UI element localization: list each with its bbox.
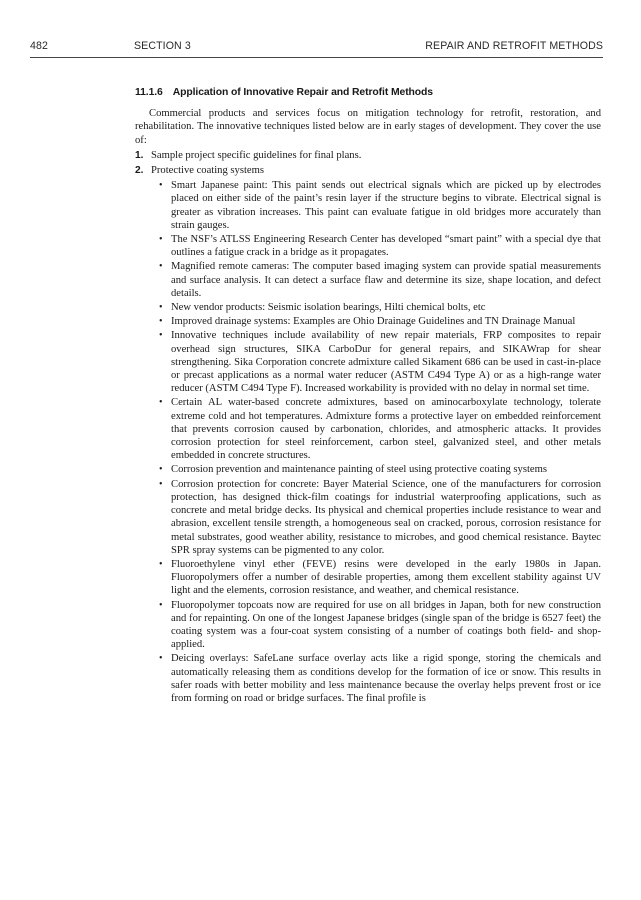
bullet-text: Certain AL water-based concrete admixtures, based on aminocarboxylate technology, tolerate extreme cold and hot temperatures. Admixture forms a protective layer on embedded reinforcement that prevents corrosion caused by carbonation, chlorides, and atmospheric attacks. It provides corrosion protection for steel reinforcement, carbon steel, galvanized steel, and other metals embedded in concrete structures. — [171, 397, 601, 462]
numbered-item — [135, 149, 601, 162]
numbered-item — [135, 164, 601, 705]
bullet-item — [151, 179, 601, 232]
bullet-item — [151, 233, 601, 259]
bullet-item — [151, 329, 601, 395]
section-heading — [135, 86, 601, 99]
bullet-item — [151, 260, 601, 300]
bullet-dot: • — [159, 302, 163, 314]
bullet-text: Innovative techniques include availability of new repair materials, FRP composites to repair overhead sign structures, SIKA CarboDur for general repairs, and SIKAWrap for shear strengthening. Sika Corporation concrete admixture called Sikament 686 can be used in cast-in-place or precast applications as a normal water reducer (ASTM C494 Type A) or as a high-range water reducer (ASTM C494 Type F). Increased workability is provided with no delay in normal set time. — [171, 330, 601, 395]
bullet-text: Smart Japanese paint: This paint sends out electrical signals which are picked up by electrodes placed on either side of the paint’s resin layer if the structure begins to vibrate. Electrical signal is greater as vibration increases. This paint can evaluate fatigue in old bridges more accurately than strain gauges. — [171, 180, 601, 231]
bullet-item — [151, 315, 601, 328]
bullet-text: Fluoroethylene vinyl ether (FEVE) resins were developed in the early 1980s in Japan. Fluoropolymers offer a number of desirable properties, among them excellent stability against UV light and the elements, corrosion resistance, and weather, and chemical resistance. — [171, 558, 601, 597]
bullet-item — [151, 463, 601, 476]
bullet-dot: • — [159, 180, 163, 192]
bullet-text: Magnified remote cameras: The computer based imaging system can provide spatial measurements and surface analysis. It can detect a surface flaw and determine its size, shape location, and defect details. — [171, 261, 601, 299]
heading-number: 11.1.6 — [135, 87, 163, 98]
page-number: 482 — [30, 40, 48, 52]
section-label: SECTION 3 — [134, 40, 191, 52]
bullet-dot: • — [159, 234, 163, 246]
bullet-item — [151, 301, 601, 314]
bullet-text: Fluoropolymer topcoats now are required for use on all bridges in Japan, both for new construction and for repainting. On one of the longest Japanese bridges (single span of the bridge is 6527 feet) the coating system was a four-coat system consisting of a number of coatings both field- and shop-applied. — [171, 599, 601, 651]
bullet-item — [151, 478, 601, 557]
bullet-text: Corrosion protection for concrete: Bayer Material Science, one of the manufacturers for corrosion protection, has designed thick-film coatings for industrial waterproofing applications, such as concrete and metal bridge decks. Its physical and chemical properties include resistance to wear and abrasion, excellent tensile strength, a homogeneous seal on cracked, porous, corrosion resistance for metal substrates, good weather ability, resistance to microbes, and good chemical resistance. Baytec SPR spray systems can be pigmented to any color. — [171, 478, 601, 556]
bullet-list — [151, 179, 601, 705]
bullet-text: Improved drainage systems: Examples are Ohio Drainage Guidelines and TN Drainage Manual — [171, 316, 576, 328]
intro-paragraph: Commercial products and services focus on mitigation technology for retrofit, restoration, and rehabilitation. The innovative techniques listed below are in early stages of development. They cover the use of: — [135, 108, 601, 146]
bullet-dot: • — [159, 599, 163, 611]
bullet-dot: • — [159, 478, 163, 490]
bullet-item — [151, 396, 601, 462]
bullet-item — [151, 652, 601, 705]
numbered-item-label: 2. — [135, 165, 144, 177]
chapter-title: REPAIR AND RETROFIT METHODS — [425, 40, 603, 52]
bullet-dot: • — [159, 261, 163, 273]
numbered-item-text: Protective coating systems — [151, 165, 264, 177]
bullet-item — [151, 599, 601, 652]
bullet-dot: • — [159, 397, 163, 409]
bullet-item — [151, 558, 601, 598]
bullet-dot: • — [159, 464, 163, 476]
bullet-dot: • — [159, 316, 163, 328]
bullet-text: New vendor products: Seismic isolation bearings, Hilti chemical bolts, etc — [171, 302, 486, 314]
numbered-item-label: 1. — [135, 149, 144, 161]
body-text — [135, 86, 601, 706]
bullet-text: Corrosion prevention and maintenance painting of steel using protective coating systems — [171, 464, 547, 476]
numbered-item-text: Sample project specific guidelines for final plans. — [151, 149, 362, 161]
bullet-text: The NSF’s ATLSS Engineering Research Center has developed “smart paint” with a special dye that outlines a fatigue crack in a bridge as it propagates. — [171, 234, 601, 259]
header-rule — [30, 57, 603, 58]
bullet-text: Deicing overlays: SafeLane surface overlay acts like a rigid sponge, storing the chemicals and automatically releasing them as conditions develop for the formation of ice or snow. This results in safer roads with better mobility and less maintenance because the overlay helps prevent frost or ice from forming on road or bridge surfaces. The final profile is — [171, 653, 601, 704]
bullet-dot: • — [159, 558, 163, 570]
bullet-dot: • — [159, 653, 163, 665]
heading-title: Application of Innovative Repair and Retrofit Methods — [172, 87, 433, 98]
bullet-dot: • — [159, 330, 163, 342]
numbered-list — [135, 149, 601, 705]
